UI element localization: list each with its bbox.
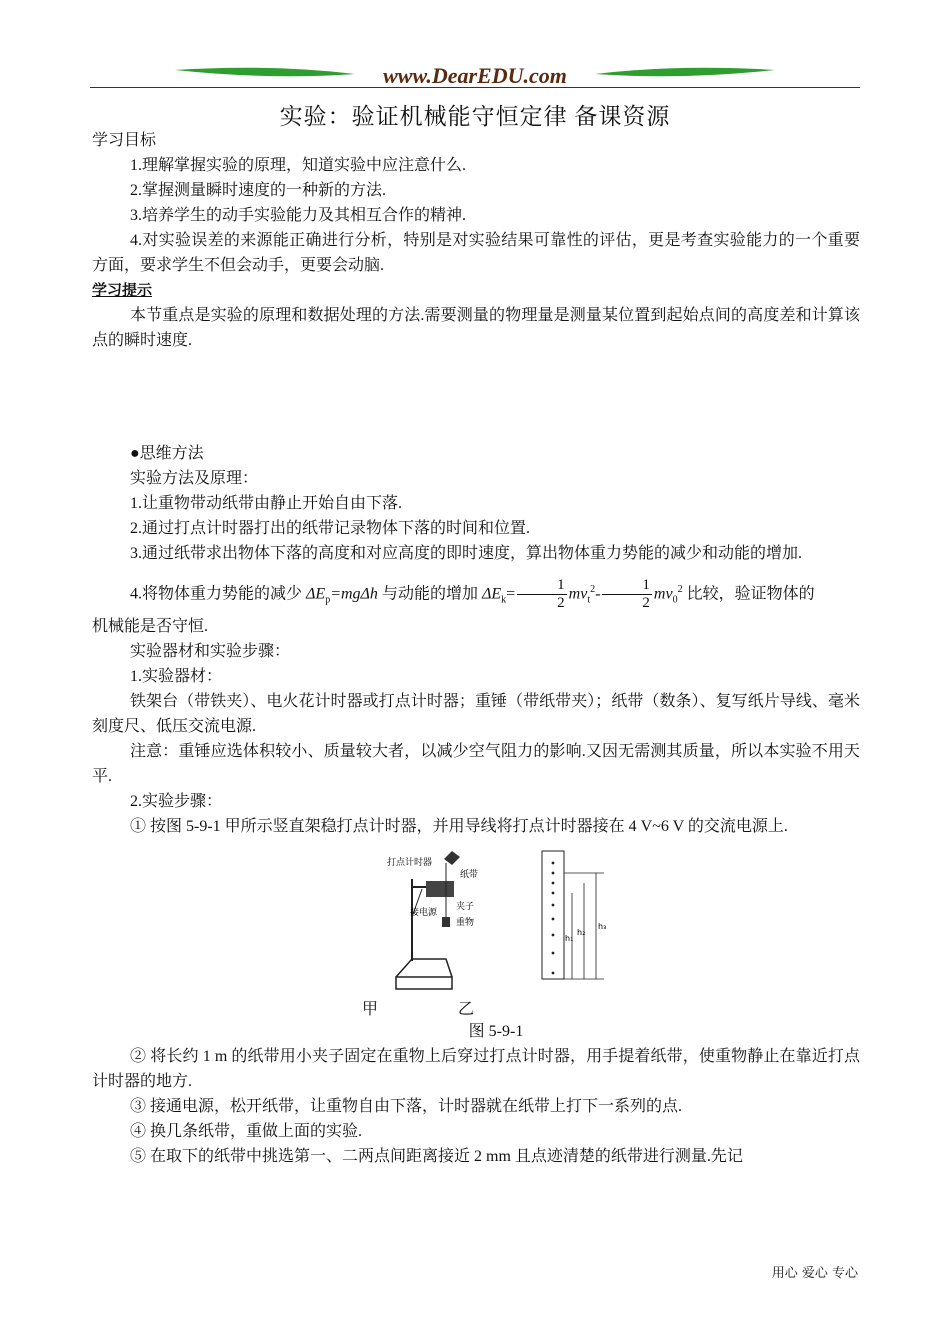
label-power: 接电源	[410, 908, 438, 918]
spacer	[92, 353, 860, 441]
page-footer: 用心 爱心 专心	[771, 1266, 858, 1281]
section-heading-method: ●思维方法	[130, 445, 204, 462]
formula-continuation: 机械能是否守恒.	[92, 618, 209, 635]
label-jia: 甲	[362, 1001, 379, 1018]
method-subheading: 实验方法及原理：	[130, 470, 259, 487]
label-h2: h₂	[577, 928, 586, 937]
hand-icon	[444, 851, 460, 865]
tape-strip	[542, 851, 564, 979]
page-title: 实验：验证机械能守恒定律 备课资源	[279, 104, 671, 129]
main-content	[92, 128, 860, 1169]
label-h3: h₃	[598, 922, 607, 931]
label-yi: 乙	[458, 1001, 475, 1018]
site-logo-banner	[170, 60, 780, 90]
section-heading-goals: 学习目标	[92, 132, 157, 149]
goal-item: 4.对实验误差的来源能正确进行分析，特别是对实验结果可靠性的评估，更是考查实验能力的一个重要方面，要求学生不但会动手，更要会动脑.	[92, 232, 860, 274]
method-item: 1.让重物带动纸带由静止开始自由下落.	[130, 495, 403, 512]
equipment-heading: 1.实验器材：	[130, 668, 223, 685]
step-3: ③ 接通电源，松开纸带，让重物自由下落，计时器就在纸带上打下一系列的点.	[130, 1098, 683, 1115]
label-timer: 打点计时器	[387, 858, 433, 868]
label-clip: 夹子	[456, 902, 475, 912]
method-item: 3.通过纸带求出物体下落的高度和对应高度的即时速度，算出物体重力势能的减少和动能的增加.	[130, 545, 803, 562]
method-item: 2.通过打点计时器打出的纸带记录物体下落的时间和位置.	[130, 520, 531, 537]
stand-foot	[396, 959, 452, 977]
equipment-section-heading: 实验器材和实验步骤：	[130, 643, 291, 660]
tips-text: 本节重点是实验的原理和数据处理的方法.需要测量的物理量是测量某位置到起始点间的高度差和计算该点的瞬时速度.	[92, 307, 860, 349]
header-rule	[90, 87, 860, 88]
tape-dots	[552, 862, 555, 975]
fraction-half: $\frac{1}{2}$	[602, 577, 652, 612]
energy-formula: 4.将物体重力势能的减少 $\Delta E_p=mg\Delta h$ 与动能的增加 $\Delta E_k=$ $\frac{1}{2}$ $mv_t^2-$ $\frac{1}{2}$ $mv_0^2$ 比较，验证物体的	[130, 577, 815, 612]
label-tape: 纸带	[460, 870, 479, 880]
logo-left-leaf	[175, 68, 355, 77]
goal-item: 1.理解掌握实验的原理，知道实验中应注意什么.	[130, 157, 467, 174]
label-weight: 重物	[456, 918, 475, 928]
equipment-list: 铁架台（带铁夹）、电火花计时器或打点计时器；重锤（带纸带夹）；纸带（数条）、复写纸片导线、毫米刻度尺、低压交流电源.	[92, 693, 860, 735]
goal-item: 3.培养学生的动手实验能力及其相互合作的精神.	[130, 207, 467, 224]
steps-heading: 2.实验步骤：	[130, 793, 223, 810]
figure-caption: 图 5-9-1	[468, 1023, 524, 1040]
logo-right-leaf	[595, 68, 775, 77]
weight-block	[442, 917, 450, 927]
label-h1: h₁	[565, 934, 574, 943]
step-4: ④ 换几条纸带，重做上面的实验.	[130, 1123, 363, 1140]
figure-sublabels	[362, 997, 474, 1022]
goal-item: 2.掌握测量瞬时速度的一种新的方法.	[130, 182, 387, 199]
apparatus-diagram	[382, 849, 622, 999]
stand-base	[396, 977, 452, 989]
step-5: ⑤ 在取下的纸带中挑选第一、二两点间距离接近 2 mm 且点迹清楚的纸带进行测量.先记	[130, 1148, 743, 1165]
fraction-half: $\frac{1}{2}$	[517, 577, 567, 612]
site-url: www.DearEDU.com	[383, 63, 567, 88]
step-2: ② 将长约 1 m 的纸带用小夹子固定在重物上后穿过打点计时器，用手提着纸带，使重物静止在靠近打点计时器的地方.	[92, 1048, 860, 1090]
timer-box	[426, 881, 454, 897]
step-1: ① 按图 5-9-1 甲所示竖直架稳打点计时器，并用导线将打点计时器接在 4 V~6 V 的交流电源上.	[130, 818, 788, 835]
figure-5-9-1	[92, 839, 860, 1019]
section-heading-tips: 学习提示	[92, 281, 153, 299]
equipment-note: 注意：重锤应选体积较小、质量较大者，以减少空气阻力的影响.又因无需测其质量，所以本实验不用天平.	[92, 743, 860, 785]
